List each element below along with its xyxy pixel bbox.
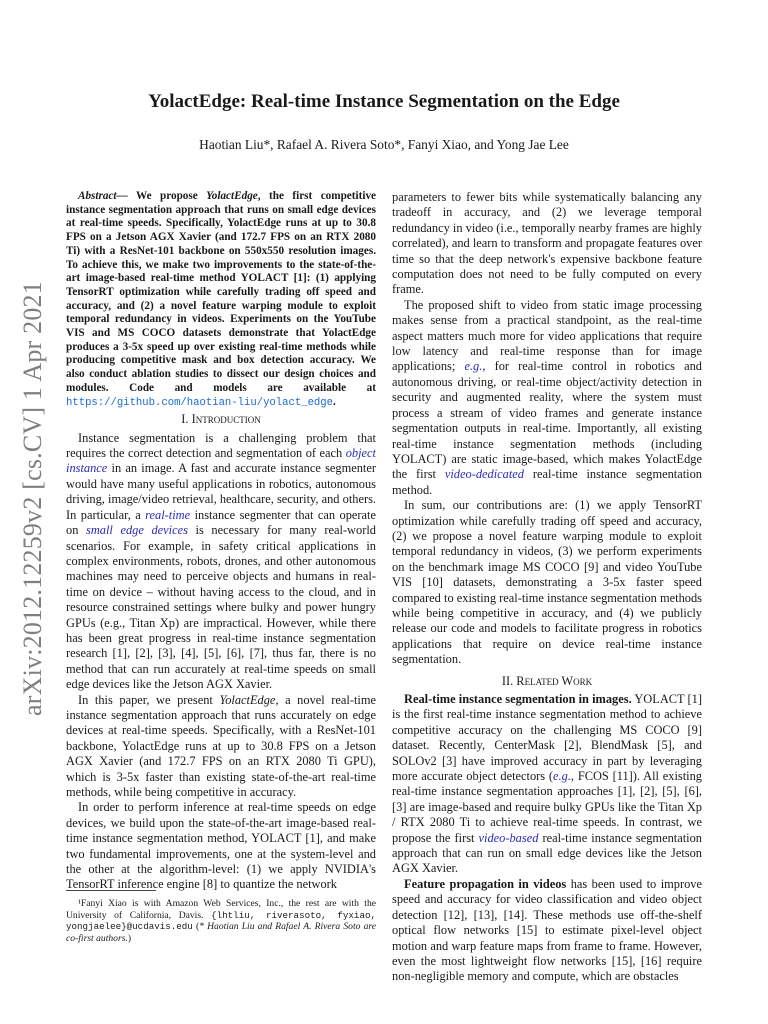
left-column (66, 190, 376, 893)
intro-paragraph-3: In order to perform inference at real-time speeds on edge devices, we build upon the state-of-the-art image-based real-time instance segmentation method, YOLACT [1], and make two fundamental improvements, one at the system-level and the other at the algorithm-level: (1) we apply NVIDIA's TensorRT inference engine [8] to quantize the network (66, 800, 376, 892)
contributions-paragraph: In sum, our contributions are: (1) we apply TensorRT optimization while carefully trading off speed and accuracy, (2) we propose a novel feature warping module to exploit temporal redundancy in videos, (3) we perform experiments on the benchmark image MS COCO [9] and video YouTube VIS [10] datasets, demonstrating a 3-5x faster speed compared to existing real-time instance segmentation methods while being competitive in accuracy, and (4) we publicly release our code and models to facilitate progress in robotics applications that require on device real-time instance segmentation. (392, 498, 702, 667)
paragraph-heading: Feature propagation in videos (404, 876, 567, 891)
paper-title: YolactEdge: Real-time Instance Segmentation on the Edge (148, 91, 620, 112)
right-column (392, 190, 702, 985)
abstract: Abstract— We propose YolactEdge, the first competitive instance segmentation approach that runs on small edge devices at real-time speeds. Specifically, YolactEdge runs at up to 30.8 FPS on a Jetson AGX Xavier (and 172.7 FPS on an RTX 2080 Ti) with a ResNet-101 backbone on 550x550 resolution images. To achieve this, we make two improvements to the state-of-the-art image-based real-time method YOLACT [1]: (1) applying TensorRT optimization while carefully trading off speed and accuracy, and (2) a novel feature warping module to exploit temporal redundancy in videos. Experiments on the YouTube VIS and MS COCO datasets demonstrate that YolactEdge produces a 3-5x speed up over existing real-time methods while producing competitive mask and box detection accuracy. We also conduct ablation studies to dissect our design choices and modules. Code and models are available at https://github.com/haotian-liu/yolact_edge. (66, 190, 376, 409)
footnote-rule (66, 890, 156, 891)
arxiv-identifier: arXiv:2012.12259v2 [cs.CV] 1 Apr 2021 (18, 281, 47, 716)
intro-paragraph-1: Instance segmentation is a challenging problem that requires the correct detection and segmentation of each object instance in an image. A fast and accurate instance segmenter would have many useful applications in robotics, autonomous driving, image/video retrieval, healthcare, security, and others. In particular, a real-time instance segmenter that can operate on small edge devices is necessary for many real-world scenarios. For example, in safety critical applications in complex environments, robots, drones, and other autonomous machines may need to perceive objects and humans in real-time on device – without having access to the cloud, and in resource constrained settings where bulky and power hungry GPUs (e.g., Titan Xp) are impractical. However, while there has been great progress in real-time instance segmentation research [1], [2], [3], [4], [5], [6], [7], thus far, there is no method that can run accurately at real-time speeds on small edge devices like the Jetson AGX Xavier. (66, 430, 376, 692)
paragraph-heading: Real-time instance segmentation in images. (404, 692, 632, 706)
related-work-paragraph-1: Real-time instance segmentation in images. YOLACT [1] is the first real-time instance segmentation method to achieve competitive accuracy on the challenging MS COCO [9] dataset. Recently, CenterMask [2], BlendMask [5], and SOLOv2 [3] have improved accuracy in part by leveraging more accurate object detectors (e.g., FCOS [11]). All existing real-time instance segmentation approaches [1], [2], [5], [6], [3] are image-based and require bulky GPUs like the Titan Xp / RTX 2080 Ti to achieve real-time speeds. In contrast, we propose the first video-based real-time instance segmentation approach that can run on small edge devices like the Jetson AGX Xavier. (392, 692, 702, 876)
method-name: YolactEdge (206, 190, 258, 202)
section-heading-introduction: I. Introduction (181, 412, 261, 427)
author-emails: {lhtliu, riverasoto, fyxiao, yongjaelee}@ucdavis.edu (66, 909, 376, 933)
footnote: ¹Fanyi Xiao is with Amazon Web Services, Inc., the rest are with the University of California, Davis. {lhtliu, riverasoto, fyxiao, yongjaelee}@ucdavis.edu (* Haotian Liu and Rafael A. Rivera Soto are co-first authors.) (66, 898, 377, 944)
intro-paragraph-3-continued: parameters to fewer bits while systematically balancing any tradeoff in accuracy, and (2) we leverage temporal redundancy in video (i.e., temporally nearby frames are highly correlated), and learn to transform and propagate features over time so that the deep network's expensive backbone feature computation does not need to be fully computed on every frame. (392, 190, 702, 297)
intro-paragraph-4: The proposed shift to video from static image processing makes sense from a practical standpoint, as the real-time aspect matters much more for video applications that require low latency and real-time response than for image applications; e.g., for real-time control in robotics and autonomous driving, or real-time object/activity detection in security and augmented reality, where the system must process a stream of video frames and generate instance segmentation outputs in real-time. Importantly, all existing real-time instance segmentation methods (including YOLACT) are static image-based, which makes YolactEdge the first video-dedicated real-time instance segmentation method. (392, 297, 702, 497)
author-list: Haotian Liu*, Rafael A. Rivera Soto*, Fanyi Xiao, and Yong Jae Lee (199, 137, 569, 152)
related-work-paragraph-2: Feature propagation in videos has been used to improve speed and accuracy for video classification and video object detection [12], [13], [14]. These methods use off-the-shelf optical flow networks [15] to estimate pixel-level object motion and warp feature maps from frame to frame. However, even the most lightweight flow networks [15], [16] require non-negligible memory and compute, which are obstacles (392, 876, 702, 984)
abstract-label: Abstract (78, 190, 117, 202)
intro-paragraph-2: In this paper, we present YolactEdge, a novel real-time instance segmentation approach that runs accurately on edge devices at real-time speeds. Specifically, with a ResNet-101 backbone, YolactEdge runs at up to 30.8 FPS on a Jetson AGX Xavier (and 172.7 FPS on an RTX 2080 Ti GPU), which is 3-5x faster than existing state-of-the-art real-time methods, while being competitive in accuracy. (66, 692, 376, 799)
section-heading-related-work: II. Related Work (501, 673, 593, 688)
code-link[interactable]: https://github.com/haotian-liu/yolact_edge (66, 396, 334, 409)
